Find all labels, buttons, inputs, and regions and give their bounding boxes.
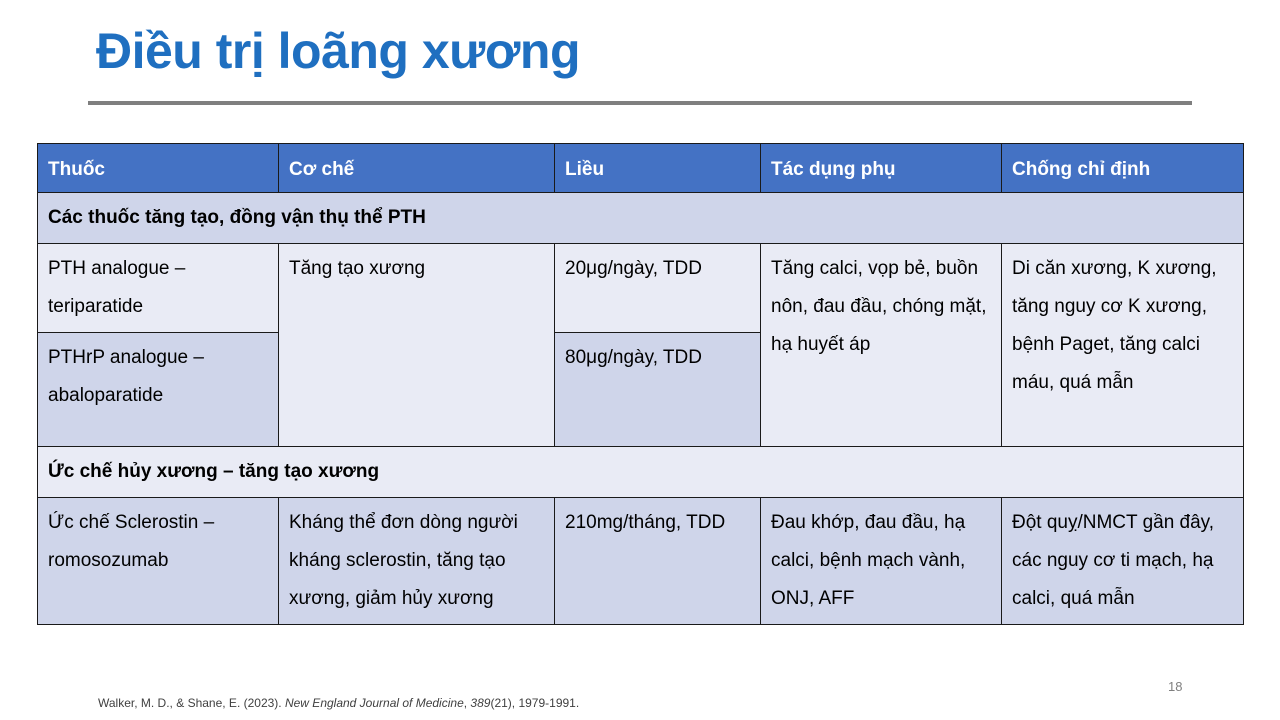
contraindications-cell: Di căn xương, K xương, tăng nguy cơ K xương, bệnh Paget, tăng calci máu, quá mẫn — [1002, 244, 1244, 447]
header-mechanism: Cơ chế — [279, 144, 555, 193]
reference-citation — [98, 696, 579, 710]
page-number: 18 — [1168, 679, 1183, 694]
side-effects-cell: Đau khớp, đau đầu, hạ calci, bệnh mạch vành, ONJ, AFF — [761, 498, 1002, 625]
dose-cell: 20μg/ngày, TDD — [555, 244, 761, 333]
title-divider — [88, 101, 1192, 105]
table-row — [38, 244, 1244, 333]
dose-cell: 80μg/ngày, TDD — [555, 333, 761, 447]
header-side-effects: Tác dụng phụ — [761, 144, 1002, 193]
drug-cell: PTH analogue – teriparatide — [38, 244, 279, 333]
drug-cell: Ức chế Sclerostin – romosozumab — [38, 498, 279, 625]
reference-sep: , — [463, 696, 471, 710]
slide-title: Điều trị loãng xương — [96, 23, 580, 79]
group-label: Các thuốc tăng tạo, đồng vận thụ thể PTH — [38, 193, 1244, 244]
header-contraindications: Chống chỉ định — [1002, 144, 1244, 193]
header-dose: Liều — [555, 144, 761, 193]
reference-journal: New England Journal of Medicine — [284, 696, 464, 710]
side-effects-cell: Tăng calci, vọp bẻ, buồn nôn, đau đầu, chóng mặt, hạ huyết áp — [761, 244, 1002, 447]
osteoporosis-drug-table — [37, 143, 1244, 625]
drug-cell: PTHrP analogue – abaloparatide — [38, 333, 279, 447]
reference-issue: (21), 1979-1991. — [490, 696, 580, 710]
group-label: Ức chế hủy xương – tăng tạo xương — [38, 447, 1244, 498]
mechanism-cell: Tăng tạo xương — [279, 244, 555, 447]
table-header-row — [38, 144, 1244, 193]
table-row — [38, 498, 1244, 625]
dose-cell: 210mg/tháng, TDD — [555, 498, 761, 625]
mechanism-cell: Kháng thể đơn dòng người kháng sclerostin, tăng tạo xương, giảm hủy xương — [279, 498, 555, 625]
reference-volume: 389 — [470, 696, 491, 710]
reference-authors: Walker, M. D., & Shane, E. (2023). — [98, 696, 285, 710]
contraindications-cell: Đột quỵ/NMCT gần đây, các nguy cơ ti mạch, hạ calci, quá mẫn — [1002, 498, 1244, 625]
group-row-pth — [38, 193, 1244, 244]
group-row-sclerostin — [38, 447, 1244, 498]
header-drug: Thuốc — [38, 144, 279, 193]
